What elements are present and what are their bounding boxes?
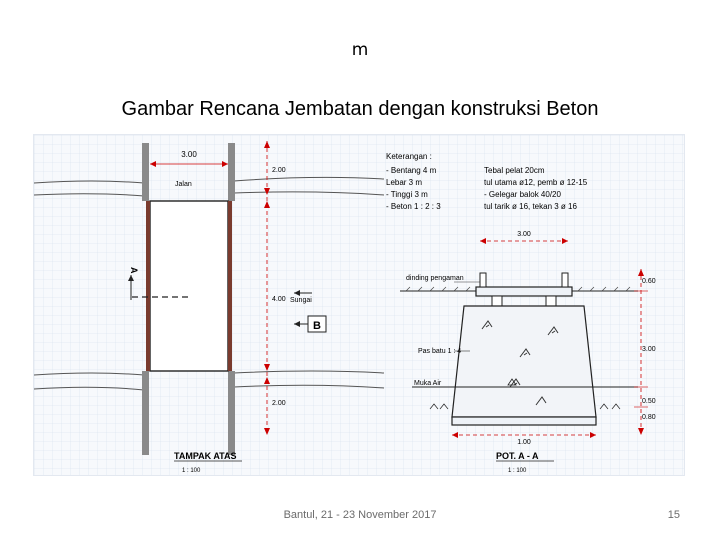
slide-title: Gambar Rencana Jembatan dengan konstruksi Beton — [121, 98, 599, 120]
deck-railing — [228, 201, 232, 371]
plan-dim-top: 2.00 — [272, 167, 286, 174]
footer-text: Bantul, 21 - 23 November 2017 — [283, 509, 437, 521]
section-dim-1: 0.60 — [642, 278, 656, 285]
page-number: 15 — [667, 509, 680, 521]
abutment-wall — [228, 143, 235, 201]
section-marker: A — [129, 267, 139, 274]
legend-right-item: tul utama ø12, pemb ø 12-15 — [484, 178, 588, 187]
guard-wall — [480, 273, 486, 287]
road-label: Jalan — [175, 181, 192, 188]
water-label: Muka Air — [414, 380, 442, 387]
section-view-title: POT. A - A — [496, 451, 539, 461]
abutment-wall — [142, 143, 149, 201]
masonry-label: Pas batu 1 : 4 — [418, 348, 462, 355]
deck-railing — [146, 201, 150, 371]
section-view-scale: 1 : 100 — [508, 468, 527, 474]
plan-view-title: TAMPAK ATAS — [174, 451, 237, 461]
plan-dim-bottom: 2.00 — [272, 400, 286, 407]
legend-right-item: Tebal pelat 20cm — [484, 166, 545, 175]
section-dim-4: 0.80 — [642, 414, 656, 421]
section-width-label: 3.00 — [517, 231, 531, 238]
girder-beam — [492, 296, 502, 306]
guard-wall-label: dinding pengaman — [406, 275, 464, 282]
legend-header: Keterangan : — [386, 152, 432, 161]
legend-left-item: - Beton 1 : 2 : 3 — [386, 202, 441, 211]
legend-left-item: Lebar 3 m — [386, 178, 423, 187]
legend-right-item: - Gelegar balok 40/20 — [484, 190, 561, 199]
deck-slab — [476, 287, 572, 296]
foundation-slab — [452, 417, 596, 425]
section-dim-3: 0.50 — [642, 398, 656, 405]
base-width-label: 1.00 — [517, 439, 531, 446]
flow-marker-label: B — [313, 320, 321, 332]
plan-view-scale: 1 : 100 — [182, 468, 201, 474]
section-dim-2: 3.00 — [642, 346, 656, 353]
bridge-deck — [150, 201, 228, 371]
legend-left-item: - Bentang 4 m — [386, 166, 437, 175]
legend-left-item: - Tinggi 3 m — [386, 190, 428, 199]
plan-width-label: 3.00 — [181, 150, 197, 159]
bridge-drawing — [33, 134, 685, 476]
top-mark: m — [351, 40, 369, 60]
guard-wall — [562, 273, 568, 287]
abutment-body — [452, 306, 596, 417]
river-label: Sungai — [290, 297, 312, 304]
girder-beam — [546, 296, 556, 306]
plan-dim-mid: 4.00 — [272, 296, 286, 303]
abutment-wall — [142, 371, 149, 455]
legend-right-item: tul tarik ø 16, tekan 3 ø 16 — [484, 202, 577, 211]
abutment-wall — [228, 371, 235, 455]
